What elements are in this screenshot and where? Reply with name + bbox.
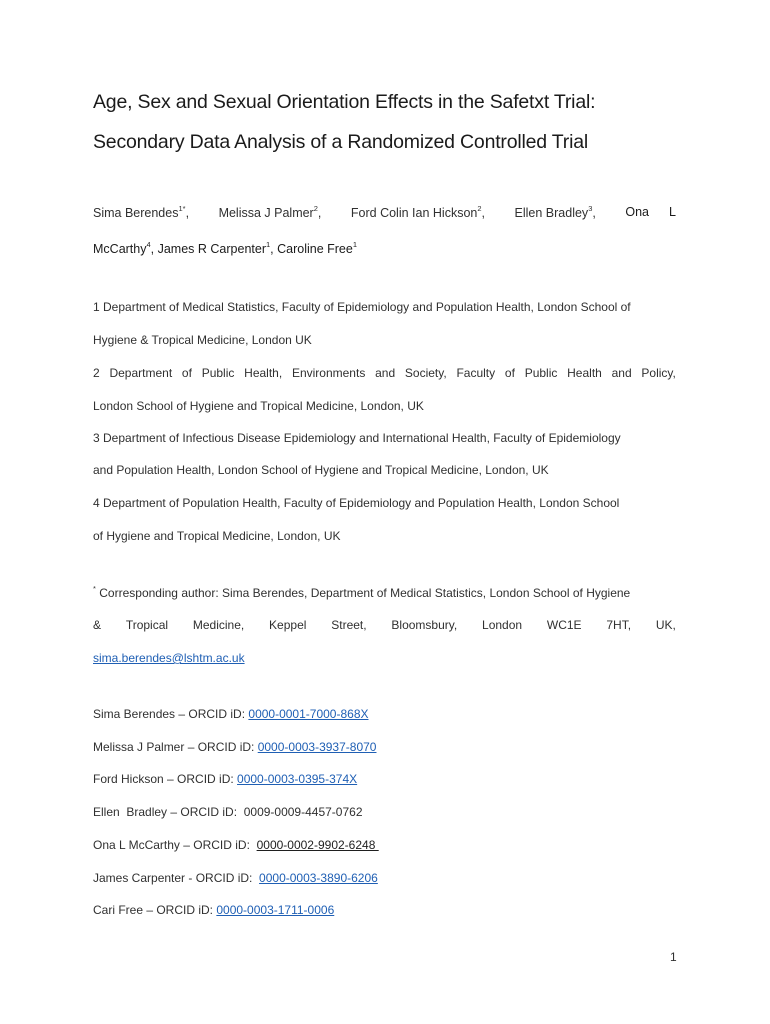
corresponding-marker: * bbox=[93, 584, 96, 593]
affiliation-3-line-1: 3 Department of Infectious Disease Epidemiology and International Health, Faculty of Epidemiology bbox=[93, 431, 621, 445]
affiliation-word: Health bbox=[567, 366, 602, 380]
affiliation-justified bbox=[93, 366, 676, 380]
orcid-id-link[interactable]: 0000-0003-3890-6206 bbox=[259, 871, 378, 885]
orcid-label: Ellen Bradley – ORCID iD: bbox=[93, 805, 244, 819]
paper-title-line-2: Secondary Data Analysis of a Randomized Controlled Trial bbox=[93, 131, 588, 153]
author-name-part: Ona bbox=[625, 205, 649, 219]
affiliation-3-line-2: and Population Health, London School of Hygiene and Tropical Medicine, London, UK bbox=[93, 463, 549, 477]
paper-title-line-1: Age, Sex and Sexual Orientation Effects in the Safetxt Trial: bbox=[93, 91, 596, 113]
corresponding-address-word: Street, bbox=[331, 618, 367, 632]
corresponding-address-word: Tropical bbox=[125, 618, 169, 632]
affiliation-4-line-2: of Hygiene and Tropical Medicine, London, UK bbox=[93, 529, 341, 543]
corresponding-address-word: & bbox=[93, 618, 102, 632]
corresponding-address-word: Medicine, bbox=[192, 618, 245, 632]
affiliation-word: Society, bbox=[404, 366, 447, 380]
orcid-id-link: 0009-0009-4457-0762 bbox=[243, 805, 363, 819]
affiliation-word: Public bbox=[524, 366, 558, 380]
affiliation-word: and bbox=[611, 366, 632, 380]
author: McCarthy$^4$, bbox=[93, 240, 158, 257]
orcid-id-link[interactable]: 0000-0003-3937-8070 bbox=[257, 740, 377, 754]
author-split bbox=[625, 205, 676, 220]
affiliation-word: Faculty bbox=[456, 366, 496, 380]
orcid-label: Ford Hickson – ORCID iD: bbox=[93, 772, 238, 786]
affiliation-2-line-2: London School of Hygiene and Tropical Medicine, London, UK bbox=[93, 399, 424, 413]
affiliation-word: 2 bbox=[93, 366, 100, 380]
author-list-line-2 bbox=[93, 241, 676, 256]
author: Ford Colin Ian Hickson$^2$, bbox=[350, 204, 486, 221]
orcid-row bbox=[93, 903, 334, 917]
corresponding-author-line-1 bbox=[93, 585, 676, 600]
corresponding-address-word: Keppel bbox=[269, 618, 307, 632]
orcid-id-link[interactable]: 0000-0001-7000-868X bbox=[248, 707, 369, 721]
corresponding-address-word: 7HT, bbox=[606, 618, 632, 632]
orcid-id-link[interactable]: 0000-0002-9902-6248 bbox=[256, 838, 379, 852]
affiliation-1-line-1 bbox=[93, 300, 676, 314]
corresponding-text: Corresponding author: Sima Berendes, Department of Medical Statistics, London School of Hygiene bbox=[99, 586, 631, 600]
orcid-label: Cari Free – ORCID iD: bbox=[93, 903, 217, 917]
affiliation-word: Health, bbox=[244, 366, 283, 380]
page-number: 1 bbox=[670, 950, 677, 964]
affiliation-2-line-1 bbox=[93, 366, 676, 380]
affiliation-word: of bbox=[504, 366, 515, 380]
affiliation-word: Department bbox=[109, 366, 173, 380]
orcid-label: Melissa J Palmer – ORCID iD: bbox=[93, 740, 258, 754]
author: Melissa J Palmer$^2$, bbox=[218, 204, 322, 221]
orcid-id-link[interactable]: 0000-0003-1711-0006 bbox=[216, 903, 335, 917]
affiliation-word: Policy, bbox=[641, 366, 676, 380]
affiliation-word: and bbox=[375, 366, 396, 380]
affiliation-1-line-2: Hygiene & Tropical Medicine, London UK bbox=[93, 333, 312, 347]
orcid-row bbox=[93, 805, 363, 819]
corresponding-address-word: WC1E bbox=[546, 618, 582, 632]
orcid-label: Ona L McCarthy – ORCID iD: bbox=[93, 838, 257, 852]
author: Caroline Free$^1$ bbox=[277, 240, 358, 257]
affiliation-word: of bbox=[181, 366, 192, 380]
corresponding-address-word: Bloomsbury, bbox=[391, 618, 458, 632]
orcid-id-link[interactable]: 0000-0003-0395-374X bbox=[237, 772, 358, 786]
author-list-line-1 bbox=[93, 205, 676, 220]
orcid-label: James Carpenter - ORCID iD: bbox=[93, 871, 260, 885]
affiliation-text: 1 Department of Medical Statistics, Faculty of Epidemiology and Population Health, London School of bbox=[93, 300, 631, 314]
corresponding-address-word: UK, bbox=[655, 618, 676, 632]
affiliation-4-line-1: 4 Department of Population Health, Faculty of Epidemiology and Population Health, London School bbox=[93, 496, 620, 510]
corresponding-email-link[interactable]: sima.berendes@lshtm.ac.uk bbox=[93, 651, 245, 665]
corresponding-address-word: London bbox=[482, 618, 523, 632]
author: Ellen Bradley$^3$, bbox=[514, 204, 596, 221]
author: Sima Berendes$^{1*}$, bbox=[93, 204, 190, 221]
affiliation-word: Public bbox=[201, 366, 235, 380]
orcid-label: Sima Berendes – ORCID iD: bbox=[93, 707, 249, 721]
author-name-part: L bbox=[669, 205, 676, 219]
author: James R Carpenter$^1$, bbox=[157, 240, 278, 257]
orcid-row bbox=[93, 871, 378, 885]
affiliation-word: Environments bbox=[291, 366, 366, 380]
corresponding-author-line-2 bbox=[93, 618, 676, 632]
orcid-row bbox=[93, 740, 376, 754]
corresponding-email-line bbox=[93, 651, 676, 665]
orcid-row bbox=[93, 772, 357, 786]
orcid-row bbox=[93, 838, 379, 852]
orcid-row bbox=[93, 707, 369, 721]
